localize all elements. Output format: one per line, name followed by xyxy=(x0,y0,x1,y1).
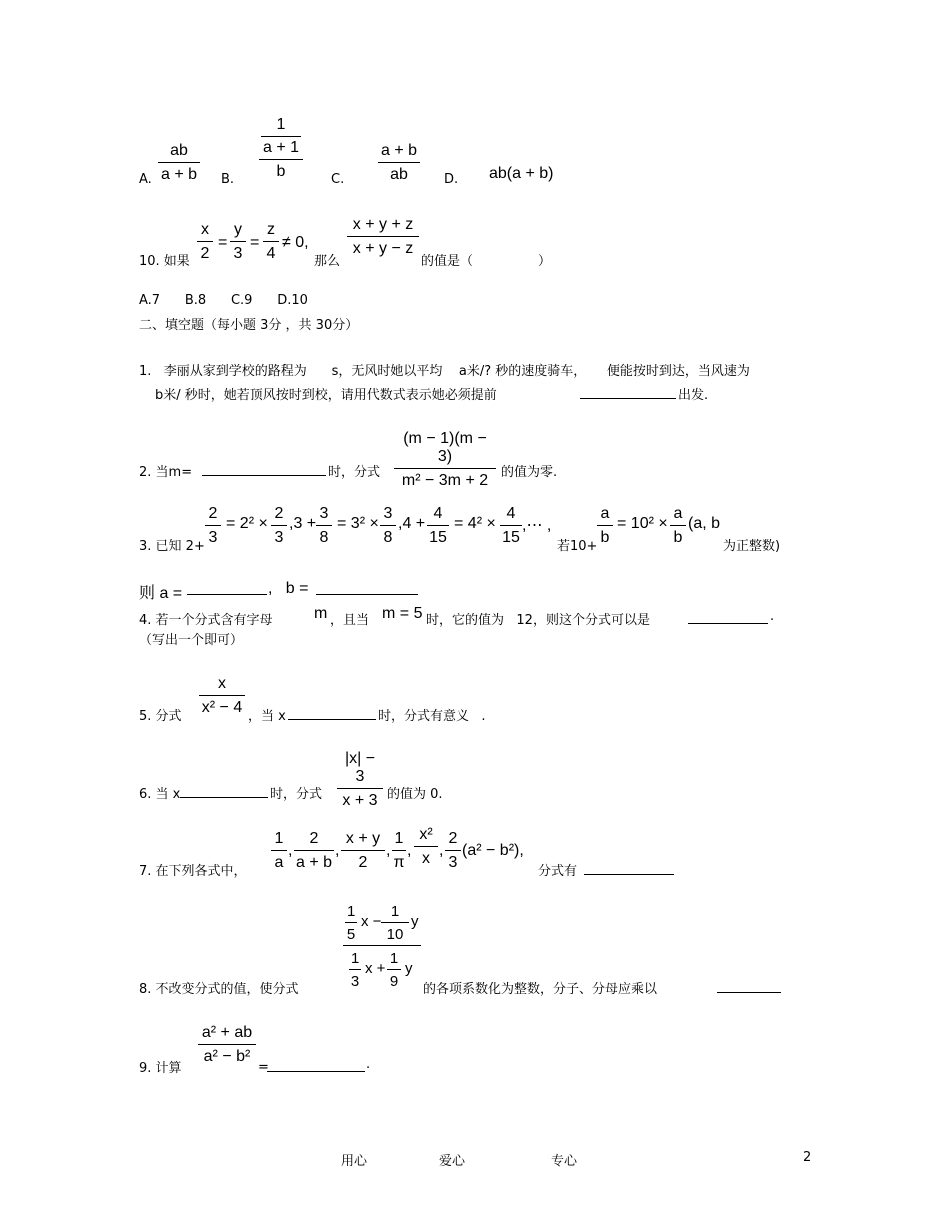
p7-answer-blank[interactable] xyxy=(584,862,674,875)
p3-frac-f: $\frac{4}{15}$ xyxy=(500,505,522,547)
p3-then: 则 a = xyxy=(139,585,183,602)
p4-line1-a: 4. 若一个分式含有字母 xyxy=(139,613,273,628)
option-a-label: A. xyxy=(139,172,152,187)
p7-comma-3: , xyxy=(386,842,391,859)
option-d-label: D. xyxy=(444,172,459,187)
p8-prefix: 8. 不改变分式的值，使分式 xyxy=(139,982,299,997)
p8-top-y: y xyxy=(411,913,419,930)
p3-mid1: ,3 + xyxy=(289,515,317,532)
p3-prefix: 3. 已知 2+ xyxy=(139,539,205,554)
q10-eq1: = xyxy=(218,234,228,251)
p7-frac-2: $\frac{2}{a + b}$ xyxy=(295,830,333,871)
p9-answer-blank[interactable] xyxy=(267,1059,365,1072)
p3-frac-g: $\frac{a}{b}$ xyxy=(597,505,613,547)
p7-prefix: 7. 在下列各式中， xyxy=(139,864,247,879)
p2-mid: 时，分式 xyxy=(328,465,381,480)
p3-eq1: = 2² × xyxy=(226,515,268,532)
q10-frac-y: $\frac{y}{3}$ xyxy=(230,221,246,263)
p8-suffix: 的各项系数化为整数，分子、分母应乘以 xyxy=(423,982,658,997)
p4-period: . xyxy=(770,609,775,624)
p7-frac-3: $\frac{x + y}{2}$ xyxy=(341,830,385,872)
p7-frac-4: $\frac{1}{\pi}$ xyxy=(393,830,405,871)
p4-answer-blank[interactable] xyxy=(688,611,768,624)
p3-b-label: , b = xyxy=(268,580,309,597)
p6-fraction: $\frac{|x| - 3}{x + 3}$ xyxy=(337,750,383,810)
p2-prefix: 2. 当m= xyxy=(139,465,193,480)
p3-if: 若10+ xyxy=(557,539,598,554)
p7-tail: (a² − b²), xyxy=(462,842,524,859)
p4-m: m xyxy=(314,605,328,622)
q10-frac-main: $\frac{x + y + z}{x + y - z}$ xyxy=(347,216,419,258)
p8-complex-fraction xyxy=(343,903,421,990)
p5-prefix: 5. 分式 xyxy=(139,709,182,724)
q10-frac-z: $\frac{z}{4}$ xyxy=(263,221,279,263)
p7-comma-4: , xyxy=(407,842,412,859)
p3-frac-h: $\frac{a}{b}$ xyxy=(670,505,686,547)
option-c-fraction: $\frac{a + b}{ab}$ xyxy=(378,142,420,184)
p9-prefix: 9. 计算 xyxy=(139,1061,182,1076)
q10-mid: 那么 xyxy=(314,254,341,269)
p1-line2: b米/ 秒时，她若顶风按时到校，请用代数式表示她必须提前 xyxy=(155,388,497,403)
q10-choices: A.7 B.8 C.9 D.10 xyxy=(139,293,308,308)
p6-mid: 时，分式 xyxy=(270,787,323,802)
footer-word-2: 爱心 xyxy=(439,1154,466,1169)
q10-prefix: 10. 如果 xyxy=(139,254,190,269)
p9-eq: = xyxy=(258,1060,269,1075)
p3-frac-c: $\frac{3}{8}$ xyxy=(316,505,332,547)
p8-top-frac-2: $\frac{1}{10}$ xyxy=(381,903,409,943)
p8-bot-x: x + xyxy=(365,960,386,977)
section-title: 二、填空题（每小题 3分 ，共 30分） xyxy=(139,318,359,333)
p3-eq4: = 10² × xyxy=(617,515,668,532)
footer-word-3: 专心 xyxy=(551,1154,578,1169)
p3-frac-d: $\frac{3}{8}$ xyxy=(380,505,396,547)
p7-comma-2: , xyxy=(335,842,340,859)
p1-line1: 1. 李丽从家到学校的路程为 s，无风时她以平均 a米/? 秒的速度骑车， 便能按时到达，当风速为 xyxy=(139,364,750,379)
p7-comma-5: , xyxy=(439,842,444,859)
p6-prefix: 6. 当 x xyxy=(139,787,181,802)
p8-bot-frac-1: $\frac{1}{3}$ xyxy=(350,950,360,990)
p7-frac-6: $\frac{2}{3}$ xyxy=(445,830,461,872)
p7-frac-1: $\frac{1}{a}$ xyxy=(271,830,287,872)
p3-a-blank[interactable] xyxy=(187,582,267,595)
p4-line1-b: ，且当 xyxy=(330,613,370,628)
p3-paren: (a, b xyxy=(688,515,721,532)
p3-eq2: = 3² × xyxy=(337,515,379,532)
q10-eq2: = xyxy=(250,234,260,251)
p1-answer-blank[interactable] xyxy=(580,386,676,399)
p3-frac-e: $\frac{4}{15}$ xyxy=(427,505,449,547)
p6-answer-blank[interactable] xyxy=(180,785,268,798)
footer-word-1: 用心 xyxy=(341,1154,368,1169)
p2-suffix: 的值为零. xyxy=(501,465,558,480)
p3-frac-a: $\frac{2}{3}$ xyxy=(205,505,221,547)
p3-eq3: = 4² × xyxy=(454,515,496,532)
option-d-expr: ab(a + b) xyxy=(489,165,554,182)
page-number: 2 xyxy=(803,1150,812,1165)
q10-neq: ≠ 0, xyxy=(282,234,309,251)
option-a-fraction: $\frac{ab}{a + b}$ xyxy=(158,142,200,184)
p8-bot-y: y xyxy=(405,960,413,977)
p1-after: 出发. xyxy=(678,388,709,403)
p2-fraction: $\frac{(m - 1)(m - 3)}{\text{m² − 3m + 2}}$ xyxy=(394,430,496,490)
p8-answer-blank[interactable] xyxy=(717,980,781,993)
q10-frac-x: $\frac{x}{2}$ xyxy=(197,221,213,263)
p5-fraction: $\frac{x}{\text{x² − 4}}$ xyxy=(199,675,245,717)
p2-answer-blank[interactable] xyxy=(202,463,326,476)
p7-suffix: 分式有 xyxy=(538,864,578,879)
p7-comma-1: , xyxy=(288,842,293,859)
option-c-label: C. xyxy=(331,172,345,187)
p4-line1-c: 时，它的值为 12，则这个分式可以是 xyxy=(426,613,650,628)
p8-top-x: x − xyxy=(361,913,382,930)
p3-dots: ,⋯ , xyxy=(522,517,552,534)
q10-suffix: 的值是（ ） xyxy=(421,254,552,269)
p8-top-frac-1: $\frac{1}{5}$ xyxy=(346,903,356,943)
p3-b-blank[interactable] xyxy=(316,582,418,595)
p4-cond: m = 5 xyxy=(382,605,423,622)
p5-answer-blank[interactable] xyxy=(288,707,376,720)
p3-frac-b: $\frac{2}{3}$ xyxy=(271,505,287,547)
p9-period: . xyxy=(366,1057,371,1072)
p6-suffix: 的值为 0. xyxy=(387,787,443,802)
p5-suffix: 时，分式有意义 . xyxy=(378,709,486,724)
p7-frac-5: $\frac{\text{x²}}{x}$ xyxy=(414,826,438,868)
p5-mid: ，当 x xyxy=(248,709,286,724)
p3-note: 为正整数) xyxy=(723,539,781,554)
option-b-label: B. xyxy=(221,172,235,187)
p4-line2: （写出一个即可） xyxy=(139,633,244,648)
option-b-fraction: 1 a + 1 b xyxy=(259,116,303,181)
p9-fraction: $\frac{\text{a² + ab}}{\text{a² − b²}}$ xyxy=(198,1024,256,1066)
p3-mid2: ,4 + xyxy=(398,515,426,532)
p8-bot-frac-2: $\frac{1}{9}$ xyxy=(387,950,401,990)
